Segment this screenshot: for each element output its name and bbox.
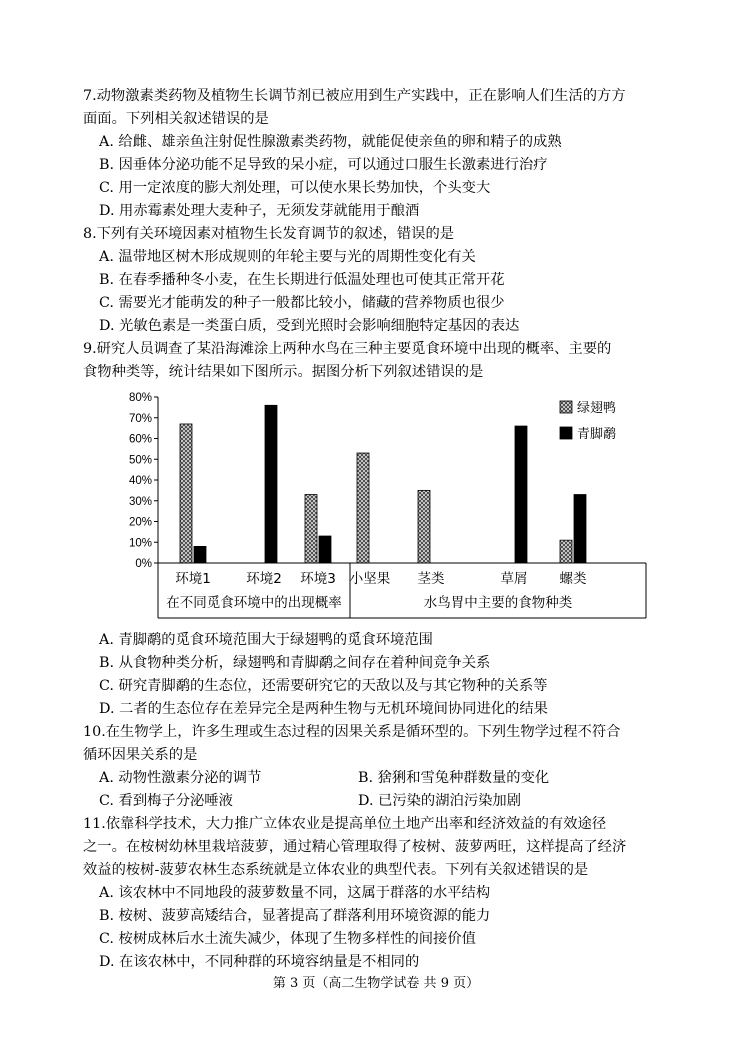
bar-青脚鹬-环境1 [194, 546, 206, 563]
q8-option-b: B. 在春季播种冬小麦，在生长期进行低温处理也可使其正常开花 [99, 272, 505, 288]
q8-option-c: C. 需要光才能萌发的种子一般都比较小，储藏的营养物质也很少 [99, 295, 505, 311]
bar-绿翅鸭-环境3 [305, 495, 317, 563]
q11-option-b: B. 桉树、菠萝高矮结合，显著提高了群落利用环境资源的能力 [99, 908, 491, 924]
q9-stem-line-2: 食物种类等，统计结果如下图所示。据图分析下列叙述错误的是 [83, 364, 484, 380]
q7-option-d: D. 用赤霉素处理大麦种子，无须发芽就能用于酿酒 [99, 203, 420, 219]
y-tick-label: 50% [128, 454, 152, 467]
y-tick-label: 70% [128, 412, 152, 425]
y-tick-label: 20% [128, 516, 152, 529]
q11-stem-line-3: 效益的桉树-菠萝农林生态系统就是立体农业的典型代表。下列有关叙述错误的是 [83, 862, 589, 878]
q8-option-d: D. 光敏色素是一类蛋白质，受到光照时会影响细胞特定基因的表达 [99, 318, 520, 334]
q11-option-c: C. 桉树成林后水土流失减少，体现了生物多样性的间接价值 [99, 931, 476, 947]
q10-option-b: B. 猞猁和雪兔种群数量的变化 [358, 770, 550, 786]
y-tick-label: 80% [128, 392, 152, 404]
q10-stem-line-1: 10.在生物学上，许多生理或生态过程的因果关系是循环型的。下列生物学过程不符合 [83, 724, 621, 740]
legend-swatch-青脚鹬 [560, 427, 572, 439]
q9-option-b: B. 从食物种类分析，绿翅鸭和青脚鹬之间存在着种间竞争关系 [99, 655, 491, 671]
x-category-label: 螺类 [559, 571, 587, 587]
bar-青脚鹬-环境2 [265, 405, 277, 563]
q10-option-a: A. 动物性激素分泌的调节 [99, 770, 262, 786]
x-category-label: 小坚果 [349, 571, 391, 587]
q7-stem-line-2: 面面。下列相关叙述错误的是 [83, 111, 269, 127]
y-tick-label: 0% [135, 558, 152, 570]
bar-绿翅鸭-小坚果 [357, 453, 369, 563]
page-footer: 第 3 页（高二生物学试卷 共 9 页） [272, 976, 480, 991]
y-tick-label: 30% [128, 495, 152, 508]
q9-option-a: A. 青脚鹬的觅食环境范围大于绿翅鸭的觅食环境范围 [99, 632, 433, 648]
y-tick-label: 60% [128, 433, 152, 446]
legend-label: 绿翅鸭 [577, 401, 617, 416]
x-category-label: 环境1 [175, 571, 211, 587]
q7-option-b: B. 因垂体分泌功能不足导致的呆小症，可以通过口服生长激素进行治疗 [99, 157, 548, 173]
x-category-label: 草屑 [500, 571, 528, 587]
y-tick-label: 10% [128, 537, 152, 550]
q10-stem-line-2: 循环因果关系的是 [83, 747, 198, 763]
q9-option-c: C. 研究青脚鹬的生态位，还需要研究它的天敌以及与其它物种的关系等 [99, 678, 548, 694]
q8-stem-line-1: 8.下列有关环境因素对植物生长发育调节的叙述，错误的是 [83, 226, 455, 242]
q11-stem-line-1: 11.依靠科学技术，大力推广立体农业是提高单位土地产出率和经济效益的有效途径 [83, 816, 607, 832]
bar-绿翅鸭-螺类 [560, 540, 572, 563]
q9-stem-line-1: 9.研究人员调查了某沿海滩涂上两种水鸟在三种主要觅食环境中出现的概率、主要的 [83, 341, 612, 357]
q10-option-c: C. 看到梅子分泌唾液 [99, 793, 233, 809]
bar-青脚鹬-螺类 [574, 495, 586, 563]
q8-option-a: A. 温带地区树木形成规则的年轮主要与光的周期性变化有关 [99, 249, 476, 265]
bar-绿翅鸭-茎类 [418, 490, 430, 563]
bar-绿翅鸭-环境1 [180, 424, 192, 563]
q7-option-a: A. 给雌、雄亲鱼注射促性腺激素类药物，就能促使亲鱼的卵和精子的成熟 [99, 134, 562, 150]
q11-option-a: A. 该农林中不同地段的菠萝数量不同，这属于群落的水平结构 [99, 885, 491, 901]
bar-青脚鹬-环境3 [319, 536, 331, 563]
x-category-label: 茎类 [417, 571, 445, 587]
q7-stem-line-1: 7.动物激素类药物及植物生长调节剂已被应用到生产实践中，正在影响人们生活的方方 [83, 88, 626, 104]
q10-option-d: D. 已污染的湖泊污染加剧 [358, 793, 522, 809]
q11-option-d: D. 在该农林中，不同种群的环境容纳量是不相同的 [99, 954, 420, 970]
q7-option-c: C. 用一定浓度的膨大剂处理，可以使水果长势加快，个头变大 [99, 180, 491, 196]
x-category-label: 环境3 [300, 571, 336, 587]
group-label-food: 水鸟胃中主要的食物种类 [423, 595, 573, 611]
x-category-label: 环境2 [246, 571, 282, 587]
y-tick-label: 40% [128, 475, 152, 487]
group-label-environment: 在不同觅食环境中的出现概率 [166, 595, 342, 611]
bar-青脚鹬-草屑 [515, 426, 527, 563]
q11-stem-line-2: 之一。在桉树幼林里栽培菠萝，通过精心管理取得了桉树、菠萝两旺，这样提高了经济 [83, 839, 627, 855]
legend-swatch-绿翅鸭 [560, 401, 572, 413]
legend-label: 青脚鹬 [577, 427, 617, 442]
bird-chart [118, 387, 648, 620]
q9-option-d: D. 二者的生态位存在差异完全是两种生物与无机环境间协同进化的结果 [99, 701, 548, 717]
